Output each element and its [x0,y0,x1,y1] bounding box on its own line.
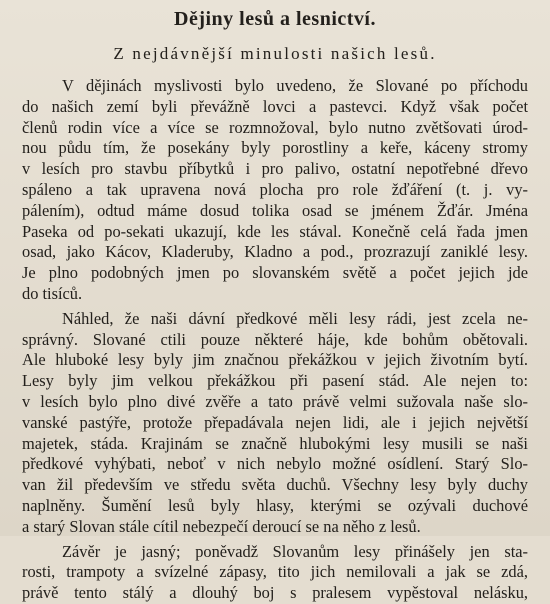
section-title: Z nejdávnější minulosti našich lesů. [113,44,437,63]
paragraph-3 [22,542,528,604]
text-line: členů rodin více a více se rozmnožoval, bylo nutno zvětšovati úrod- [22,117,528,137]
paragraph-2 [22,309,528,538]
text-line: Náhled, že naši dávní předkové měli lesy rádi, jest zcela ne- [62,308,528,328]
text-line: Ale hluboké lesy byly jim značnou překážkou v jejich životním bytí. [22,350,528,370]
text-line: Závěr je jasný; poněvadž Slovanům lesy přinášely jen sta- [62,541,528,561]
text-line: van žil především ve středu světa duchů. Všechny lesy byly duchy [22,475,528,495]
text-line: správný. Slované ctili pouze některé háje, kde bohům obětovali. [22,329,528,349]
text-line: v lesích bylo plno divé zvěře a tato právě velmi sužovala naše slo- [22,391,528,411]
text-line: spáleno a tak upravena nová plocha pro role žďáření (t. j. vy- [22,179,528,199]
paragraph-1 [22,76,528,305]
text-line: naplněny. Šumění lesů byly hlasy, kterými se ozývali duchové [22,495,528,515]
text-line: osad, jako Kácov, Kladeruby, Kladno a pod., prozrazují zaniklé lesy. [22,242,528,262]
page-title: Dějiny lesů a lesnictví. [174,8,376,30]
text-line: a starý Slovan stále cítil nebezpečí deroucí se na něho z lesů. [22,516,421,536]
text-line: rosti, trampoty a svízelné zápasy, tito jich nemilovali a jak se zdá, [22,562,528,582]
text-line: Je plno podobných jmen po slovanském světě a počet jejich jde [22,263,528,283]
text-line: předkové vyhýbati, neboť v nich nebylo možné osídlení. Starý Slo- [22,454,528,474]
text-line: nou půdu tím, že posekány byly porostliny a keře, káceny stromy [22,138,528,158]
text-line: majetek, stáda. Krajinám se značně hlubokými lesy musili se naši [22,433,528,453]
text-line: V dějinách myslivosti bylo uvedeno, že Slované po příchodu [62,76,528,95]
text-line: do tisíců. [22,283,83,303]
text-line: Paseka od po-sekati ukazují, kde les stával. Konečně celá řada jmen [22,221,528,241]
text-line: v lesích pro stavbu příbytků i pro palivo, ostatní nepotřebné dřevo [22,159,528,179]
text-line: vanské pastýře, protože přepadávala nejen lidi, ale i jejich největší [22,412,528,432]
text-line: pálením), odtud máme dosud tolika osad se jménem Žďár. Jména [22,200,528,220]
text-line: do našich zemí byli převážně lovci a pastevci. Když však počet [22,96,528,116]
text-line: Lesy byly jim velkou překážkou při pasení stád. Ale nejen to: [22,371,528,391]
text-line: právě tento stálý a dlouhý boj s pralesem vypěstoval nelásku, [22,583,528,603]
